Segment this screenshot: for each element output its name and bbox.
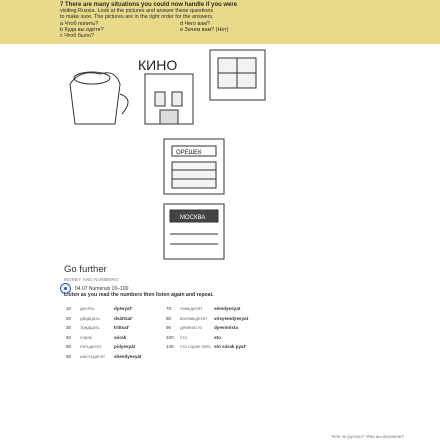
- option-b: b Куда вы идёте?: [60, 26, 104, 33]
- number-cyrillic: семьдесят: [180, 306, 203, 312]
- number: 20: [66, 315, 72, 321]
- exercise-line: to make sure. The pictures are in the right order for the answers.: [60, 14, 214, 21]
- section-subtitle: MONEY AND NUMBERS: [64, 277, 119, 282]
- number: 100: [166, 334, 174, 340]
- option-e: e Зачем вам? (Нет): [180, 26, 229, 33]
- listening-instructions: Listen as you read the numbers then listen again and repeat.: [64, 292, 214, 298]
- stall-sign: ОРЕШЕК: [176, 150, 202, 156]
- number-transliteration: dyésyat': [114, 306, 133, 312]
- number-transliteration: dváttsat': [114, 315, 133, 321]
- table-row: [66, 323, 386, 333]
- sweet-shop: [164, 139, 224, 194]
- table-row: [66, 304, 386, 314]
- number-transliteration: pidyesyát: [114, 344, 136, 350]
- numbers-table: [66, 304, 386, 361]
- number: 60: [66, 353, 72, 359]
- exercise-question: 7 There are many situations you could now handle if you were: [60, 2, 238, 8]
- number-transliteration: shesdyesyát: [114, 353, 142, 359]
- number-transliteration: sórak: [114, 334, 127, 340]
- number-transliteration: tríttsat': [114, 325, 130, 331]
- number: 50: [66, 344, 72, 350]
- kiosk-sign: МОСКВА: [180, 215, 206, 221]
- number-cyrillic: сто: [180, 334, 187, 340]
- number-transliteration: sémdyesyat: [214, 306, 241, 312]
- number: 30: [66, 325, 72, 331]
- section-title: Go further: [64, 264, 107, 275]
- number: 80: [166, 315, 172, 321]
- table-row: [66, 333, 386, 343]
- track-label: 04.07 Numerals 10–100: [75, 285, 129, 292]
- table-row: [66, 314, 386, 324]
- street-scene-illustration: [60, 44, 320, 264]
- number-cyrillic: двадцать: [80, 315, 100, 321]
- number-cyrillic: десять: [80, 306, 95, 312]
- number-cyrillic: тридцать: [80, 325, 100, 331]
- option-a: a Чтоб попить?: [60, 20, 99, 27]
- exercise-banner: [0, 0, 440, 44]
- table-row: [66, 352, 386, 362]
- kiosk: [164, 204, 224, 259]
- option-c: c Чтоб было?: [60, 33, 94, 40]
- number: 10: [66, 306, 72, 312]
- footer-note: Что по-русски? Что вы делаете?: [331, 434, 404, 439]
- exercise-line: visiting Russia. Look at the pictures and answer these questions: [60, 8, 214, 15]
- number-cyrillic: восемьдесят: [180, 315, 208, 321]
- number: 70: [166, 306, 172, 312]
- number-cyrillic: сто сорок пять: [180, 344, 211, 350]
- option-d: d Чего вам?: [180, 20, 210, 27]
- number-cyrillic: шестьдесят: [80, 353, 106, 359]
- number: 145: [166, 344, 174, 350]
- number-transliteration: sto: [214, 334, 221, 340]
- number-transliteration: vósyemdyesyat: [214, 315, 249, 321]
- number-cyrillic: девяносто: [180, 325, 203, 331]
- number: 90: [166, 325, 172, 331]
- cinema-building: [145, 74, 193, 124]
- box-shop: [210, 50, 265, 100]
- number-transliteration: dyevinósta: [214, 325, 238, 331]
- number-cyrillic: пятьдесят: [80, 344, 102, 350]
- number-cyrillic: сорок: [80, 334, 93, 340]
- exercise-text: [60, 2, 430, 39]
- number: 40: [66, 334, 72, 340]
- number-transliteration: sto sórak pyat': [214, 344, 247, 350]
- cinema-sign: КИНО: [138, 57, 178, 73]
- exercise-options: [60, 21, 300, 40]
- table-row: [66, 342, 386, 352]
- cup-drawing: [70, 72, 128, 124]
